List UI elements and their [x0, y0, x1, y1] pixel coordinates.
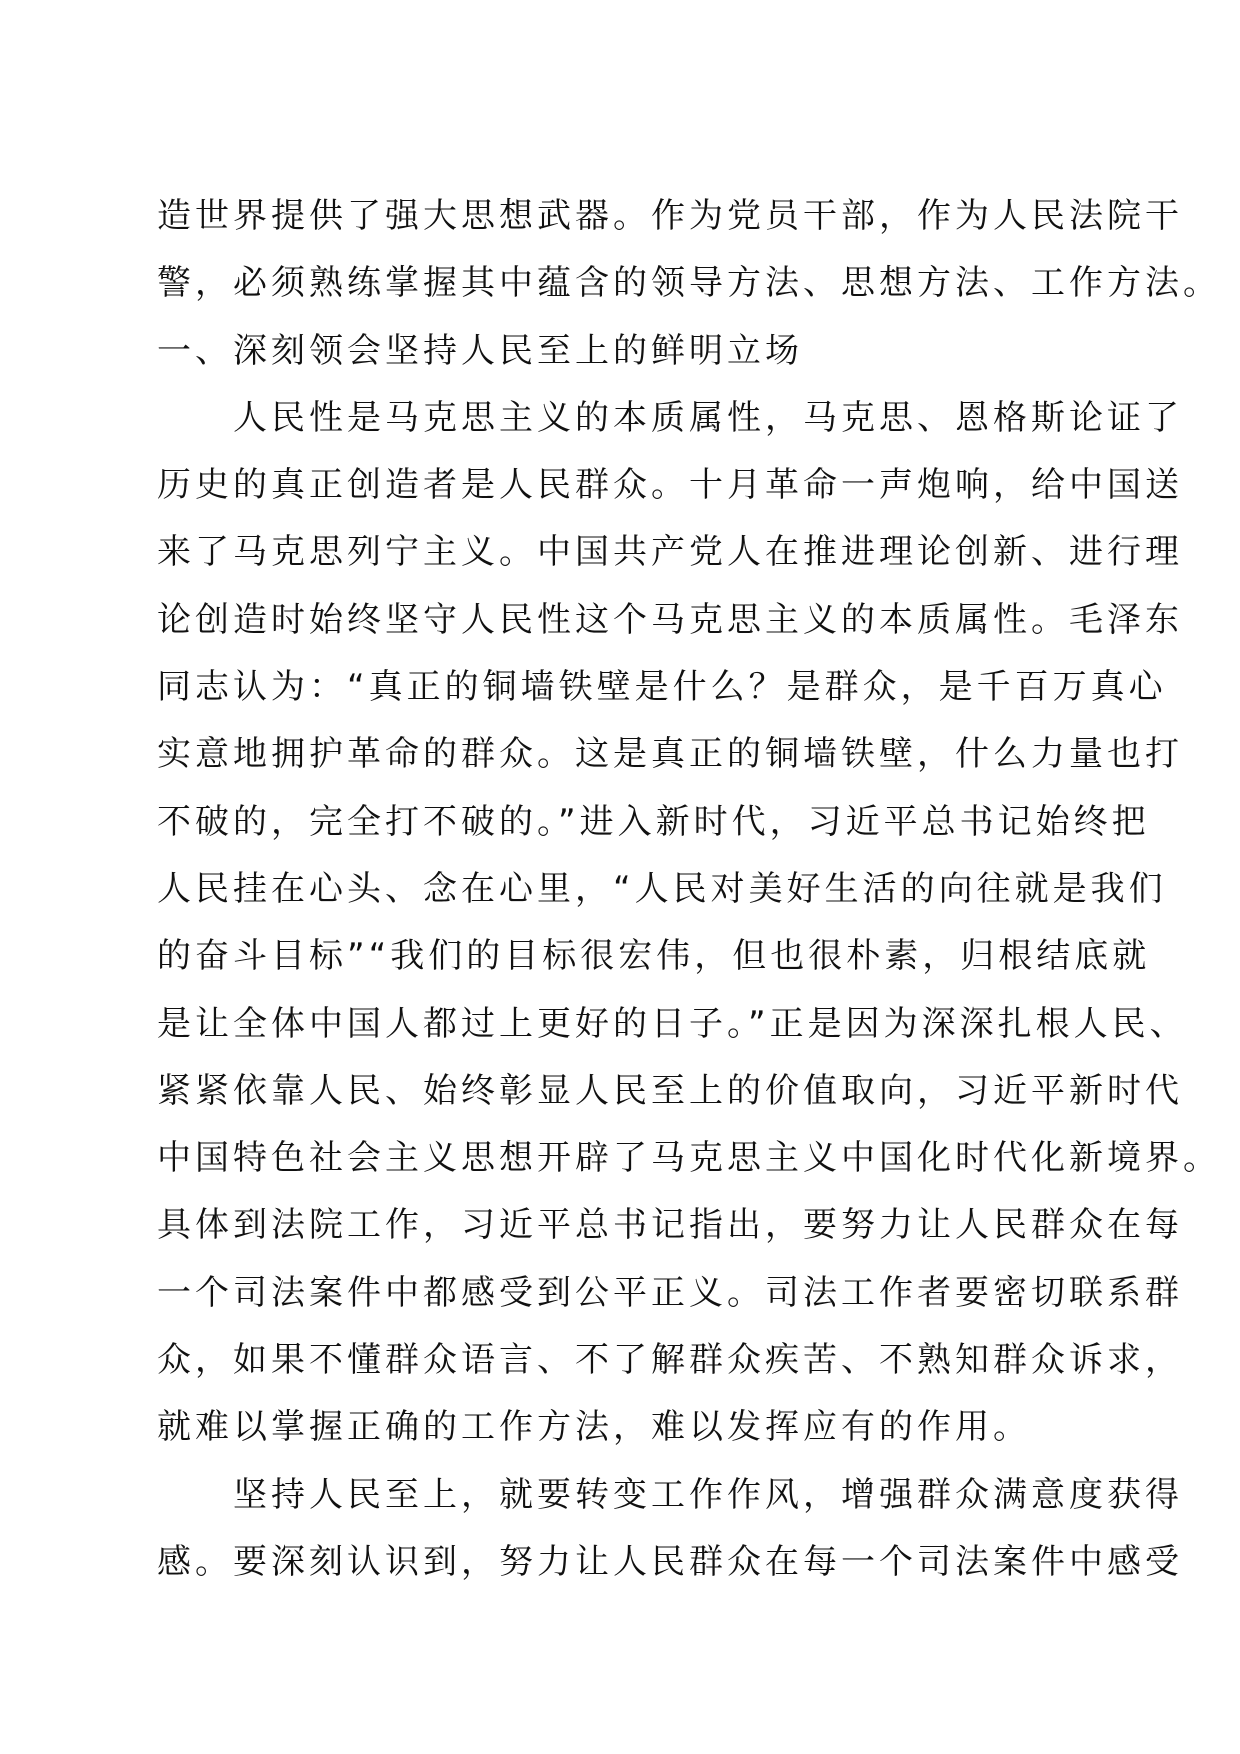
- text-line: 来了马克思列宁主义。中国共产党人在推进理论创新、进行理: [157, 532, 1183, 573]
- text-line: 论创造时始终坚守人民性这个马克思主义的本质属性。毛泽东: [157, 599, 1183, 640]
- text-line: 警，必须熟练掌握其中蕴含的领导方法、思想方法、工作方法。: [157, 263, 1221, 304]
- text-line: 同志认为：“真正的铜墙铁壁是什么？是群众，是千百万真心: [157, 667, 1167, 708]
- text-line: 人民性是马克思主义的本质属性，马克思、恩格斯论证了: [157, 397, 1183, 438]
- text-line: 不破的，完全打不破的。”进入新时代，习近平总书记始终把: [157, 801, 1150, 842]
- text-line: 造世界提供了强大思想武器。作为党员干部，作为人民法院干: [157, 196, 1183, 236]
- text-line: 坚持人民至上，就要转变工作作风，增强群众满意度获得: [157, 1474, 1183, 1515]
- text-line: 紧紧依靠人民、始终彰显人民至上的价值取向，习近平新时代: [157, 1070, 1183, 1111]
- text-line: 历史的真正创造者是人民群众。十月革命一声炮响，给中国送: [157, 465, 1183, 506]
- text-line: 中国特色社会主义思想开辟了马克思主义中国化时代化新境界。: [157, 1138, 1221, 1179]
- text-line: 众，如果不懂群众语言、不了解群众疾苦、不熟知群众诉求，: [157, 1340, 1183, 1381]
- text-line: 的奋斗目标”“我们的目标很宏伟，但也很朴素，归根结底就: [157, 936, 1151, 977]
- text-line: 人民挂在心头、念在心里，“人民对美好生活的向往就是我们: [157, 868, 1167, 909]
- text-line: 是让全体中国人都过上更好的日子。”正是因为深深扎根人民、: [157, 1003, 1188, 1044]
- text-line: 感。要深刻认识到，努力让人民群众在每一个司法案件中感受: [157, 1541, 1183, 1582]
- text-line: 实意地拥护革命的群众。这是真正的铜墙铁壁，什么力量也打: [157, 734, 1183, 775]
- text-line: 具体到法院工作，习近平总书记指出，要努力让人民群众在每: [157, 1205, 1183, 1246]
- text-line: 就难以掌握正确的工作方法，难以发挥应有的作用。: [157, 1407, 1031, 1448]
- section-heading: 一、深刻领会坚持人民至上的鲜明立场: [157, 330, 803, 371]
- text-line: 一个司法案件中都感受到公平正义。司法工作者要密切联系群: [157, 1272, 1183, 1313]
- document-body: [157, 183, 1221, 1596]
